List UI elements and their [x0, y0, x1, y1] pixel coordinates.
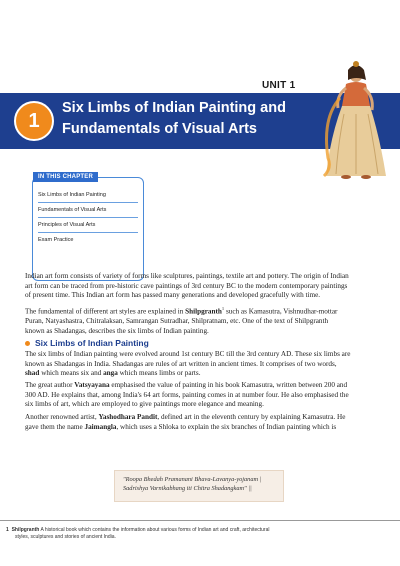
in-this-chapter-box: [32, 174, 144, 281]
text-run: which means six and: [39, 369, 104, 378]
text-line: known as Shadangas, describes the six limbs of Indian painting.: [25, 326, 209, 335]
bullet-icon: [25, 341, 30, 346]
shloka-quote-box: [114, 470, 284, 502]
unit-label: UNIT 1: [262, 80, 296, 91]
footnote-line: styles, sculptures and stories of ancient India.: [15, 534, 116, 540]
text-line: [25, 423, 377, 433]
in-this-chapter-heading: IN THIS CHAPTER: [33, 172, 98, 182]
text-run: emphasised the value of painting in his book Kamasutra, written between 200 and: [109, 381, 348, 389]
text-line: 300 AD. He explains that, among India's 64 art forms, painting comes in at number four. He also emphasised the: [25, 390, 349, 399]
footnote-line: [6, 527, 386, 534]
text-line: [25, 369, 377, 379]
footnote-divider: [0, 520, 400, 521]
section-paragraph-3: [25, 413, 377, 432]
chapter-number-badge: 1: [14, 101, 54, 141]
text-line: art form can be traced from pre-historic cave paintings of 3rd century BC to the modern contemporary paintings: [25, 281, 348, 290]
toc-item: Principles of Visual Arts: [38, 218, 138, 233]
text-line: Puran, Natyashastra, Chitralaksan, Samrangan Sutradhar, Shilpratnam, etc. One of the text of Shilpgranth: [25, 316, 329, 325]
text-line: known as Shadangas in India. Shadangas are rules of art written in ancient times. It comprises of two words,: [25, 359, 337, 368]
footnote-term: Shilpgranth: [11, 527, 40, 533]
chapter-title-line: Six Limbs of Indian Painting and: [62, 100, 286, 116]
footnote: [6, 527, 386, 541]
text-run: The fundamental of different art styles are explained in: [25, 307, 186, 316]
text-line: The six limbs of Indian painting were evolved around 1st century BC till the 3rd century AD. These six limbs are: [25, 350, 351, 358]
section-heading: [25, 338, 149, 348]
toc-item: Exam Practice: [38, 237, 74, 243]
text-line: of present time. This Indian art form has passed many generations and developed gracefully with time.: [25, 291, 321, 300]
section-paragraph-1: [25, 350, 377, 379]
footnote-ref: 1: [221, 306, 225, 311]
text-run: which means limbs or parts.: [117, 369, 201, 378]
footnote-number: 1: [6, 527, 9, 533]
text-line: [25, 413, 377, 423]
chapter-title-line: Fundamentals of Visual Arts: [62, 121, 257, 137]
text-line: six limbs of art, which are employed to give paintings more elegance and meaning.: [25, 400, 264, 409]
chapter-title: [62, 98, 302, 140]
text-line: [25, 304, 377, 317]
text-run: The great author: [25, 381, 75, 389]
text-run: Another renowned artist,: [25, 413, 99, 421]
term-jaimangla: Jaimangla: [84, 422, 117, 431]
toc-item: Six Limbs of Indian Painting: [38, 188, 138, 203]
text-run: such as Kamasutra, Vishnudhar-mottar: [224, 307, 338, 316]
text-run: , which uses a Shloka to explain the six branches of Indian painting which is: [116, 422, 337, 431]
text-line: [25, 381, 377, 391]
text-run: , defined art in the eleventh century by explaining Kamasutra. He: [157, 413, 346, 421]
intro-paragraph-2: [25, 304, 377, 336]
quote-line: "Roopa Bhedah Pramanani Bhava-Lavanya-yojanam |: [123, 476, 262, 483]
intro-paragraph-1: [25, 272, 377, 301]
quote-line: Sadrishya Varnikabhang iti Chitra Shadangkam" ||: [123, 485, 252, 492]
term-vatsyayana: Vatsyayana: [74, 381, 110, 389]
text-line: Indian art form consists of variety of forms like sculptures, paintings, textile art and pottery. The origin of Indian: [25, 272, 349, 280]
toc-item: Fundamentals of Visual Arts: [38, 203, 138, 218]
term-yashodhara-pandit: Yashodhara Pandit: [98, 413, 158, 421]
footnote-text: A historical book which contains the information about various forms of Indian art and craft, architectural: [39, 527, 270, 533]
term-anga: anga: [103, 369, 118, 378]
section-paragraph-2: [25, 381, 377, 410]
section-heading-text: Six Limbs of Indian Painting: [35, 338, 149, 348]
woman-painting-illustration: [310, 58, 392, 180]
term-shad: shad: [25, 369, 40, 378]
term-shilpgranth: Shilpgranth: [185, 307, 222, 316]
text-run: gave them the name: [25, 422, 85, 431]
